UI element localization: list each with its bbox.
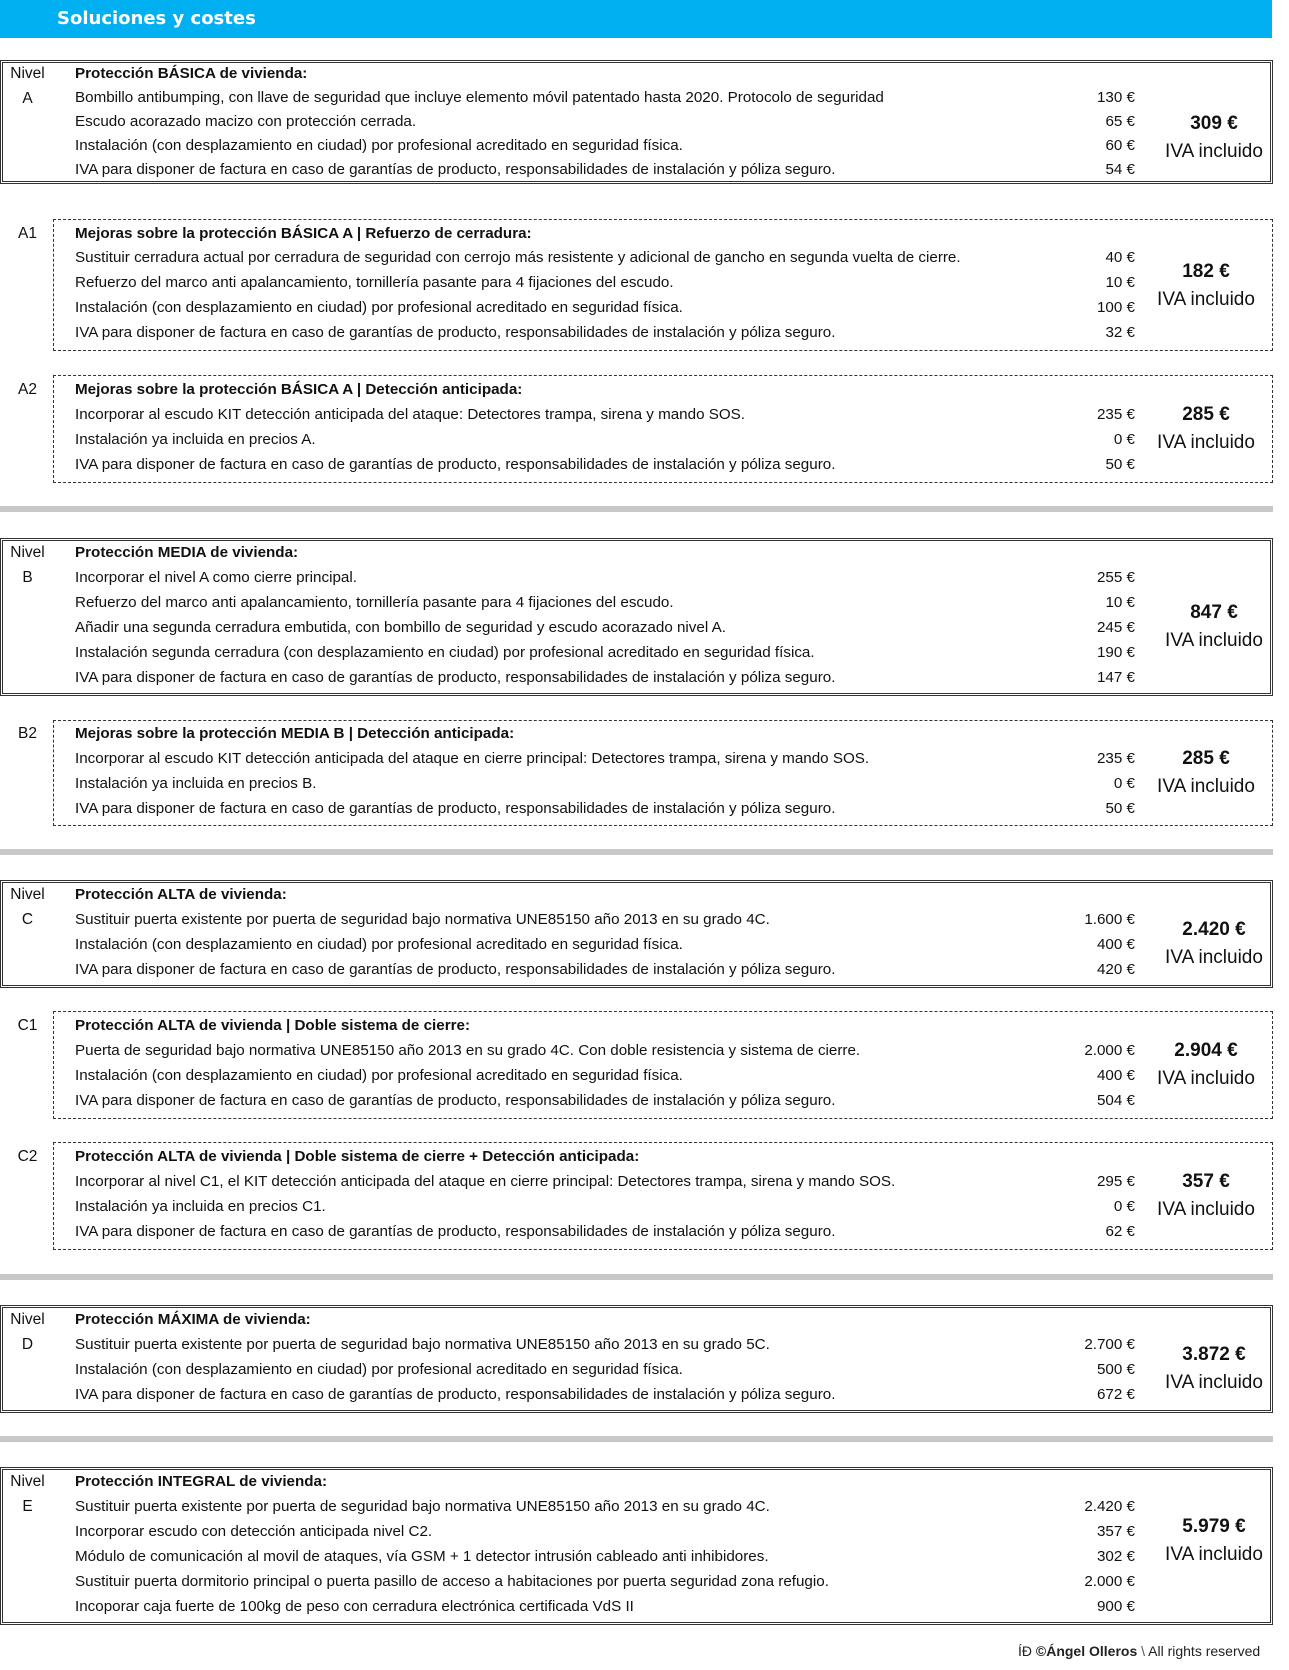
line-item: Sustituir puerta existente por puerta de seguridad bajo normativa UNE85150 año 2013 en su grado 4C. 2.420 € [75, 1498, 1135, 1515]
total-price: 182 € IVA incluido [1157, 261, 1255, 310]
level-code: D [21, 1336, 34, 1353]
section-title: Protección ALTA de vivienda: [75, 886, 287, 903]
line-item: Instalación (con desplazamiento en ciudad) por profesional acreditado en seguridad física. 60 € [75, 137, 1135, 154]
level-code: A [22, 90, 33, 107]
total-price: 285 € IVA incluido [1157, 404, 1255, 453]
line-item: Instalación ya incluida en precios C1. 0 € [75, 1198, 1135, 1215]
level-label: Nivel [10, 1473, 45, 1490]
section-title: Protección INTEGRAL de vivienda: [75, 1473, 328, 1490]
level-label: Nivel [10, 886, 45, 903]
total-price: 2.904 € IVA incluido [1157, 1040, 1255, 1089]
line-item: Instalación (con desplazamiento en ciudad) por profesional acreditado en seguridad física. 500 € [75, 1361, 1135, 1378]
line-item: IVA para disponer de factura en caso de garantías de producto, responsabilidades de instalación y póliza seguro. 50 € [75, 800, 1135, 817]
total-price: 847 € IVA incluido [1165, 602, 1263, 651]
group-separator [0, 849, 1273, 855]
line-item: Incorporar el nivel A como cierre principal. 255 € [75, 569, 1135, 586]
line-item: Escudo acorazado macizo con protección cerrada. 65 € [75, 113, 1135, 130]
level-label: Nivel [10, 1311, 45, 1328]
page-header [0, 0, 1272, 38]
level-label: Nivel [10, 544, 45, 561]
line-item: Incorporar al escudo KIT detección anticipada del ataque en cierre principal: Detectores trampa, sirena y mando SOS. 235 € [75, 750, 1135, 767]
line-item: Sustituir puerta existente por puerta de seguridad bajo normativa UNE85150 año 2013 en su grado 5C. 2.700 € [75, 1336, 1135, 1353]
total-price: 285 € IVA incluido [1157, 748, 1255, 797]
level-code: E [22, 1498, 33, 1515]
level-code: C2 [17, 1148, 38, 1165]
section-title: Mejoras sobre la protección BÁSICA A | Refuerzo de cerradura: [75, 225, 532, 242]
line-item: IVA para disponer de factura en caso de garantías de producto, responsabilidades de instalación y póliza seguro. 504 € [75, 1092, 1135, 1109]
line-item: Incorporar escudo con detección anticipada nivel C2. 357 € [75, 1523, 1135, 1540]
group-separator [0, 1274, 1273, 1280]
level-code: C1 [17, 1017, 38, 1034]
divider-slash: \ [1141, 1643, 1146, 1659]
total-price: 309 € IVA incluido [1165, 113, 1263, 162]
line-item: Instalación segunda cerradura (con desplazamiento en ciudad) por profesional acreditado en seguridad física. 190 € [75, 644, 1135, 661]
level-code: A2 [18, 381, 37, 398]
line-item: Incoporar caja fuerte de 100kg de peso con cerradura electrónica certificada VdS II 900 € [75, 1598, 1135, 1615]
line-item: Incorporar al escudo KIT detección anticipada del ataque: Detectores trampa, sirena y mando SOS. 235 € [75, 406, 1135, 423]
line-item: Instalación ya incluida en precios A. 0 € [75, 431, 1135, 448]
section-title: Mejoras sobre la protección BÁSICA A | Detección anticipada: [75, 381, 523, 398]
section-title: Mejoras sobre la protección MEDIA B | Detección anticipada: [75, 725, 515, 742]
line-item: Instalación (con desplazamiento en ciudad) por profesional acreditado en seguridad física. 400 € [75, 936, 1135, 953]
line-item: Puerta de seguridad bajo normativa UNE85150 año 2013 en su grado 4C. Con doble resistencia y sistema de cierre. 2.000 € [75, 1042, 1135, 1059]
line-item: IVA para disponer de factura en caso de garantías de producto, responsabilidades de instalación y póliza seguro. 672 € [75, 1386, 1135, 1403]
section-title: Protección BÁSICA de vivienda: [75, 65, 308, 82]
section-title: Protección MEDIA de vivienda: [75, 544, 299, 561]
total-price: 5.979 € IVA incluido [1165, 1516, 1263, 1565]
line-item: IVA para disponer de factura en caso de garantías de producto, responsabilidades de instalación y póliza seguro. 62 € [75, 1223, 1135, 1240]
line-item: Instalación (con desplazamiento en ciudad) por profesional acreditado en seguridad física. 100 € [75, 299, 1135, 316]
line-item: IVA para disponer de factura en caso de garantías de producto, responsabilidades de instalación y póliza seguro. 420 € [75, 961, 1135, 978]
level-label: Nivel [10, 65, 45, 82]
page-title: Soluciones y costes [57, 8, 256, 29]
level-code: A1 [18, 225, 37, 242]
author-name: ©Ángel Olleros [1035, 1643, 1138, 1659]
total-price: 357 € IVA incluido [1157, 1171, 1255, 1220]
section-title: Protección ALTA de vivienda | Doble sistema de cierre: [75, 1017, 471, 1034]
group-separator [0, 1436, 1273, 1442]
line-item: IVA para disponer de factura en caso de garantías de producto, responsabilidades de instalación y póliza seguro. 54 € [75, 161, 1135, 178]
total-price: 2.420 € IVA incluido [1165, 919, 1263, 968]
line-item: Sustituir puerta existente por puerta de seguridad bajo normativa UNE85150 año 2013 en su grado 4C. 1.600 € [75, 911, 1135, 928]
line-item: IVA para disponer de factura en caso de garantías de producto, responsabilidades de instalación y póliza seguro. 50 € [75, 456, 1135, 473]
line-item: Sustituir puerta dormitorio principal o puerta pasillo de acceso a habitaciones por puerta seguridad zona refugio. 2.000 € [75, 1573, 1135, 1590]
line-item: Módulo de comunicación al movil de ataques, vía GSM + 1 detector intrusión cableado anti inhibidores. 302 € [75, 1548, 1135, 1565]
footer [1018, 1643, 1260, 1659]
line-item: Sustituir cerradura actual por cerradura de seguridad con cerrojo más resistente y adicional de gancho en segunda vuelta de cierre. 40 € [75, 249, 1135, 266]
line-item: Instalación (con desplazamiento en ciudad) por profesional acreditado en seguridad física. 400 € [75, 1067, 1135, 1084]
line-item: Añadir una segunda cerradura embutida, con bombillo de seguridad y escudo acorazado nivel A. 245 € [75, 619, 1135, 636]
level-code: B2 [18, 725, 37, 742]
section-title: Protección ALTA de vivienda | Doble sistema de cierre + Detección anticipada: [75, 1148, 640, 1165]
line-item: IVA para disponer de factura en caso de garantías de producto, responsabilidades de instalación y póliza seguro. 32 € [75, 324, 1135, 341]
line-item: Refuerzo del marco anti apalancamiento, tornillería pasante para 4 fijaciones del escudo. 10 € [75, 274, 1135, 291]
rights-text: All rights reserved [1148, 1643, 1261, 1659]
level-code: B [22, 569, 33, 586]
section-title: Protección MÁXIMA de vivienda: [75, 1311, 311, 1328]
line-item: Refuerzo del marco anti apalancamiento, tornillería pasante para 4 fijaciones del escudo. 10 € [75, 594, 1135, 611]
line-item: Instalación ya incluida en precios B. 0 € [75, 775, 1135, 792]
line-item: Bombillo antibumping, con llave de seguridad que incluye elemento móvil patentado hasta 2020. Protocolo de seguridad 130 € [75, 89, 1135, 106]
level-code: C [21, 911, 34, 928]
total-price: 3.872 € IVA incluido [1165, 1344, 1263, 1393]
group-separator [0, 506, 1273, 512]
logo-mark: ÍÐ [1018, 1643, 1032, 1659]
line-item: IVA para disponer de factura en caso de garantías de producto, responsabilidades de instalación y póliza seguro. 147 € [75, 669, 1135, 686]
line-item: Incorporar al nivel C1, el KIT detección anticipada del ataque en cierre principal: Detectores trampa, sirena y mando SOS. 295 € [75, 1173, 1135, 1190]
